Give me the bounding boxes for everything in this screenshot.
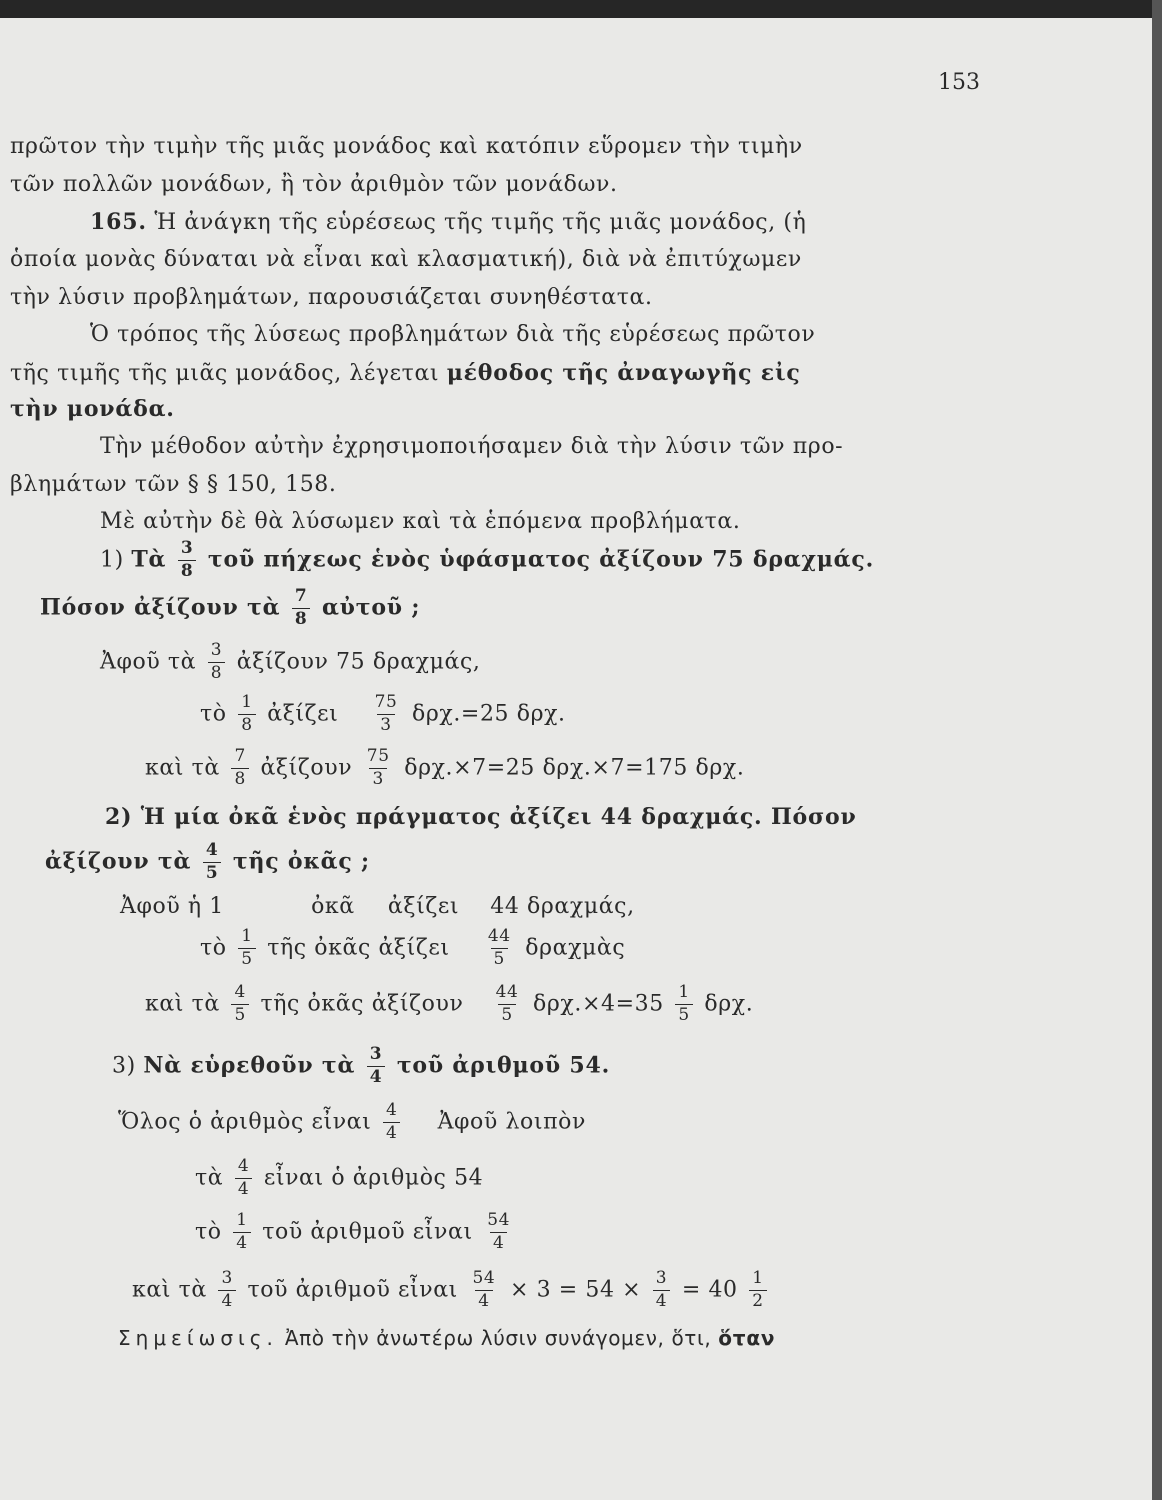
fraction-denominator: 8 [178,560,196,581]
fraction [208,642,225,683]
fraction [231,748,248,789]
note-line [118,1326,775,1350]
fraction-numerator: 1 [241,926,253,946]
note-text: Ἀπὸ τὴν ἀνωτέρω λύσιν συνάγομεν, ὅτι, [284,1326,712,1350]
text: Τὰ [131,546,167,573]
text: τὸ [200,701,227,727]
problem-1-question [100,540,874,581]
text: ἀξίζουν 75 δραχμάς, [236,649,481,675]
fraction [383,1102,400,1143]
fraction-denominator: 2 [749,1290,766,1311]
fraction-denominator: 3 [369,768,386,789]
fraction-numerator: 44 [495,982,519,1002]
text: τῆς τιμῆς τῆς μιᾶς μονάδος, λέγεται [10,361,440,386]
fraction [484,1212,513,1253]
fraction [485,928,514,969]
scan-right-border [1152,0,1162,1500]
text: δραχμὰς [525,935,626,961]
fraction-numerator: 1 [752,1268,764,1288]
fraction-denominator: 4 [653,1290,670,1311]
text: τὸ [195,1219,222,1245]
text: τῆς ὀκᾶς ἀξίζει [267,935,450,961]
fraction [493,984,522,1025]
text: δρχ.×7=25 δρχ.×7=175 δρχ. [404,755,745,781]
fraction-numerator: 1 [241,692,253,712]
method-term: μέθοδος τῆς ἀναγωγῆς εἰς [446,360,801,386]
book-page [0,18,1152,1500]
text-line: τὴν λύσιν προβλημάτων, παρουσιάζεται συνηθέστατα. [10,285,653,310]
fraction-numerator: 75 [366,746,390,766]
fraction [233,1212,250,1253]
fraction [238,928,255,969]
problem-1-step [100,642,480,683]
text: καὶ τὰ [132,1277,207,1303]
fraction [675,984,692,1025]
text-line: βλημάτων τῶν § § 150, 158. [10,472,337,497]
text: τὰ [195,1165,224,1191]
text: τὸ [200,935,227,961]
fraction-denominator: 5 [491,948,508,969]
fraction-denominator: 8 [231,768,248,789]
text: τοῦ ἀριθμοῦ 54. [396,1052,611,1079]
text: Ἡ ἀνάγκη τῆς εὑρέσεως τῆς τιμῆς τῆς μιᾶς μονάδος, (ἡ [154,210,807,235]
section-165-line [90,209,806,235]
text: εἶναι ὁ ἀριθμὸς 54 [263,1165,484,1191]
problem-number: 3) [112,1053,136,1079]
text: ἀξίζει [387,894,460,919]
fraction [749,1270,766,1311]
fraction-denominator: 4 [475,1290,492,1311]
fraction-denominator: 3 [377,714,394,735]
fraction-denominator: 4 [383,1122,400,1143]
text: τοῦ ἀριθμοῦ εἶναι [247,1277,458,1303]
text: καὶ τὰ [145,991,220,1017]
fraction-numerator: 4 [385,1100,398,1120]
fraction [364,748,393,789]
text: δρχ.×4=35 [533,991,664,1017]
fraction [470,1270,499,1311]
fraction-denominator: 4 [367,1066,385,1087]
text: ἀξίζουν τὰ [45,848,192,875]
text: Νὰ εὑρεθοῦν τὰ [143,1052,356,1079]
problem-1-step [200,694,566,735]
fraction-denominator: 4 [233,1232,250,1253]
scan-top-border [0,0,1162,18]
fraction [203,842,221,883]
text: Ὅλος ὁ ἀριθμὸς εἶναι [118,1109,372,1135]
text-line: τῶν πολλῶν μονάδων, ἢ τὸν ἀριθμὸν τῶν μονάδων. [10,172,618,197]
fraction-numerator: 4 [205,840,219,860]
fraction-numerator: 1 [236,1210,248,1230]
page-number: 153 [938,70,980,95]
fraction [372,694,401,735]
fraction-denominator: 4 [218,1290,235,1311]
text: ἀξίζει [267,701,339,727]
fraction-denominator: 5 [498,1004,515,1025]
fraction [653,1270,670,1311]
problem-2-step [145,984,753,1025]
note-label: Σημείωσις. [118,1326,278,1350]
text-line [10,360,801,386]
fraction-denominator: 8 [292,608,310,629]
text: τῆς ὀκᾶς ἀξίζουν [260,991,464,1017]
fraction-denominator: 5 [203,862,221,883]
text: ἀξίζουν [260,755,353,781]
fraction-denominator: 5 [675,1004,692,1025]
fraction-denominator: 8 [238,714,255,735]
problem-3-step [195,1212,517,1253]
fraction-numerator: 3 [210,640,223,660]
text-line: Ὁ τρόπος τῆς λύσεως προβλημάτων διὰ τῆς εὑρέσεως πρῶτον [90,322,816,347]
text: Ἀφοῦ ἡ 1 [120,894,224,919]
text: αὐτοῦ ; [321,594,421,621]
text-line: ὁποία μονὰς δύναται νὰ εἶναι καὶ κλασματική), διὰ νὰ ἐπιτύχωμεν [10,247,802,272]
text: Πόσον ἀξίζουν τὰ [40,594,281,621]
fraction-denominator: 5 [231,1004,248,1025]
text: 44 δραχμάς, [490,894,635,919]
problem-3-step [132,1270,771,1311]
text: δρχ.=25 δρχ. [412,701,566,727]
method-term-end: τὴν μονάδα. [10,396,175,422]
fraction [235,1158,252,1199]
problem-number: 1) [100,547,124,573]
text: τοῦ πήχεως ἑνὸς ὑφάσματος ἀξίζουν 75 δραχμάς. [207,546,875,573]
text: Ἀφοῦ λοιπὸν [437,1109,586,1135]
fraction-numerator: 7 [294,586,308,606]
problem-3-step [195,1158,483,1199]
text-line: Τὴν μέθοδον αὐτὴν ἐχρησιμοποιήσαμεν διὰ τὴν λύσιν τῶν προ- [100,434,844,459]
fraction-numerator: 3 [369,1044,383,1064]
fraction-numerator: 3 [655,1268,668,1288]
text: καὶ τὰ [145,755,220,781]
text: ὀκᾶ [311,894,355,919]
fraction-numerator: 3 [180,538,194,558]
fraction-numerator: 44 [487,926,511,946]
text: = 40 [681,1277,738,1303]
fraction [292,588,310,629]
fraction-numerator: 75 [374,692,398,712]
fraction [367,1046,385,1087]
section-number: 165. [90,209,147,235]
note-tail: ὅταν [718,1326,776,1350]
text: δρχ. [704,991,754,1017]
fraction [231,984,248,1025]
fraction [238,694,255,735]
text: Ἀφοῦ τὰ [100,649,197,675]
fraction-denominator: 4 [490,1232,507,1253]
problem-3-step [118,1102,586,1143]
text-line: πρῶτον τὴν τιμὴν τῆς μιᾶς μονάδος καὶ κατόπιν εὕρομεν τὴν τιμὴν [10,134,803,159]
fraction [218,1270,235,1311]
fraction-numerator: 7 [234,746,246,766]
fraction-denominator: 5 [238,948,255,969]
text: τῆς ὀκᾶς ; [232,848,370,875]
problem-1-question-cont [40,588,420,629]
fraction-numerator: 54 [472,1268,496,1288]
fraction-numerator: 54 [487,1210,511,1230]
fraction-denominator: 4 [235,1178,252,1199]
fraction-numerator: 1 [678,982,690,1002]
fraction-numerator: 4 [234,982,246,1002]
fraction-denominator: 8 [208,662,225,683]
fraction-numerator: 3 [221,1268,233,1288]
problem-2-question: 2) Ἡ μία ὀκᾶ ἑνὸς πράγματος ἀξίζει 44 δραχμάς. Πόσον [105,804,857,830]
text-line: Μὲ αὐτὴν δὲ θὰ λύσωμεν καὶ τὰ ἑπόμενα προβλήματα. [100,509,741,534]
text: τοῦ ἀριθμοῦ εἶναι [262,1219,473,1245]
problem-2-step [200,928,625,969]
fraction-numerator: 4 [237,1156,250,1176]
problem-3-question [112,1046,610,1087]
text: × 3 = 54 × [509,1277,642,1303]
problem-2-step [120,894,635,919]
fraction [178,540,196,581]
problem-1-step [145,748,744,789]
problem-2-question-cont [45,842,370,883]
